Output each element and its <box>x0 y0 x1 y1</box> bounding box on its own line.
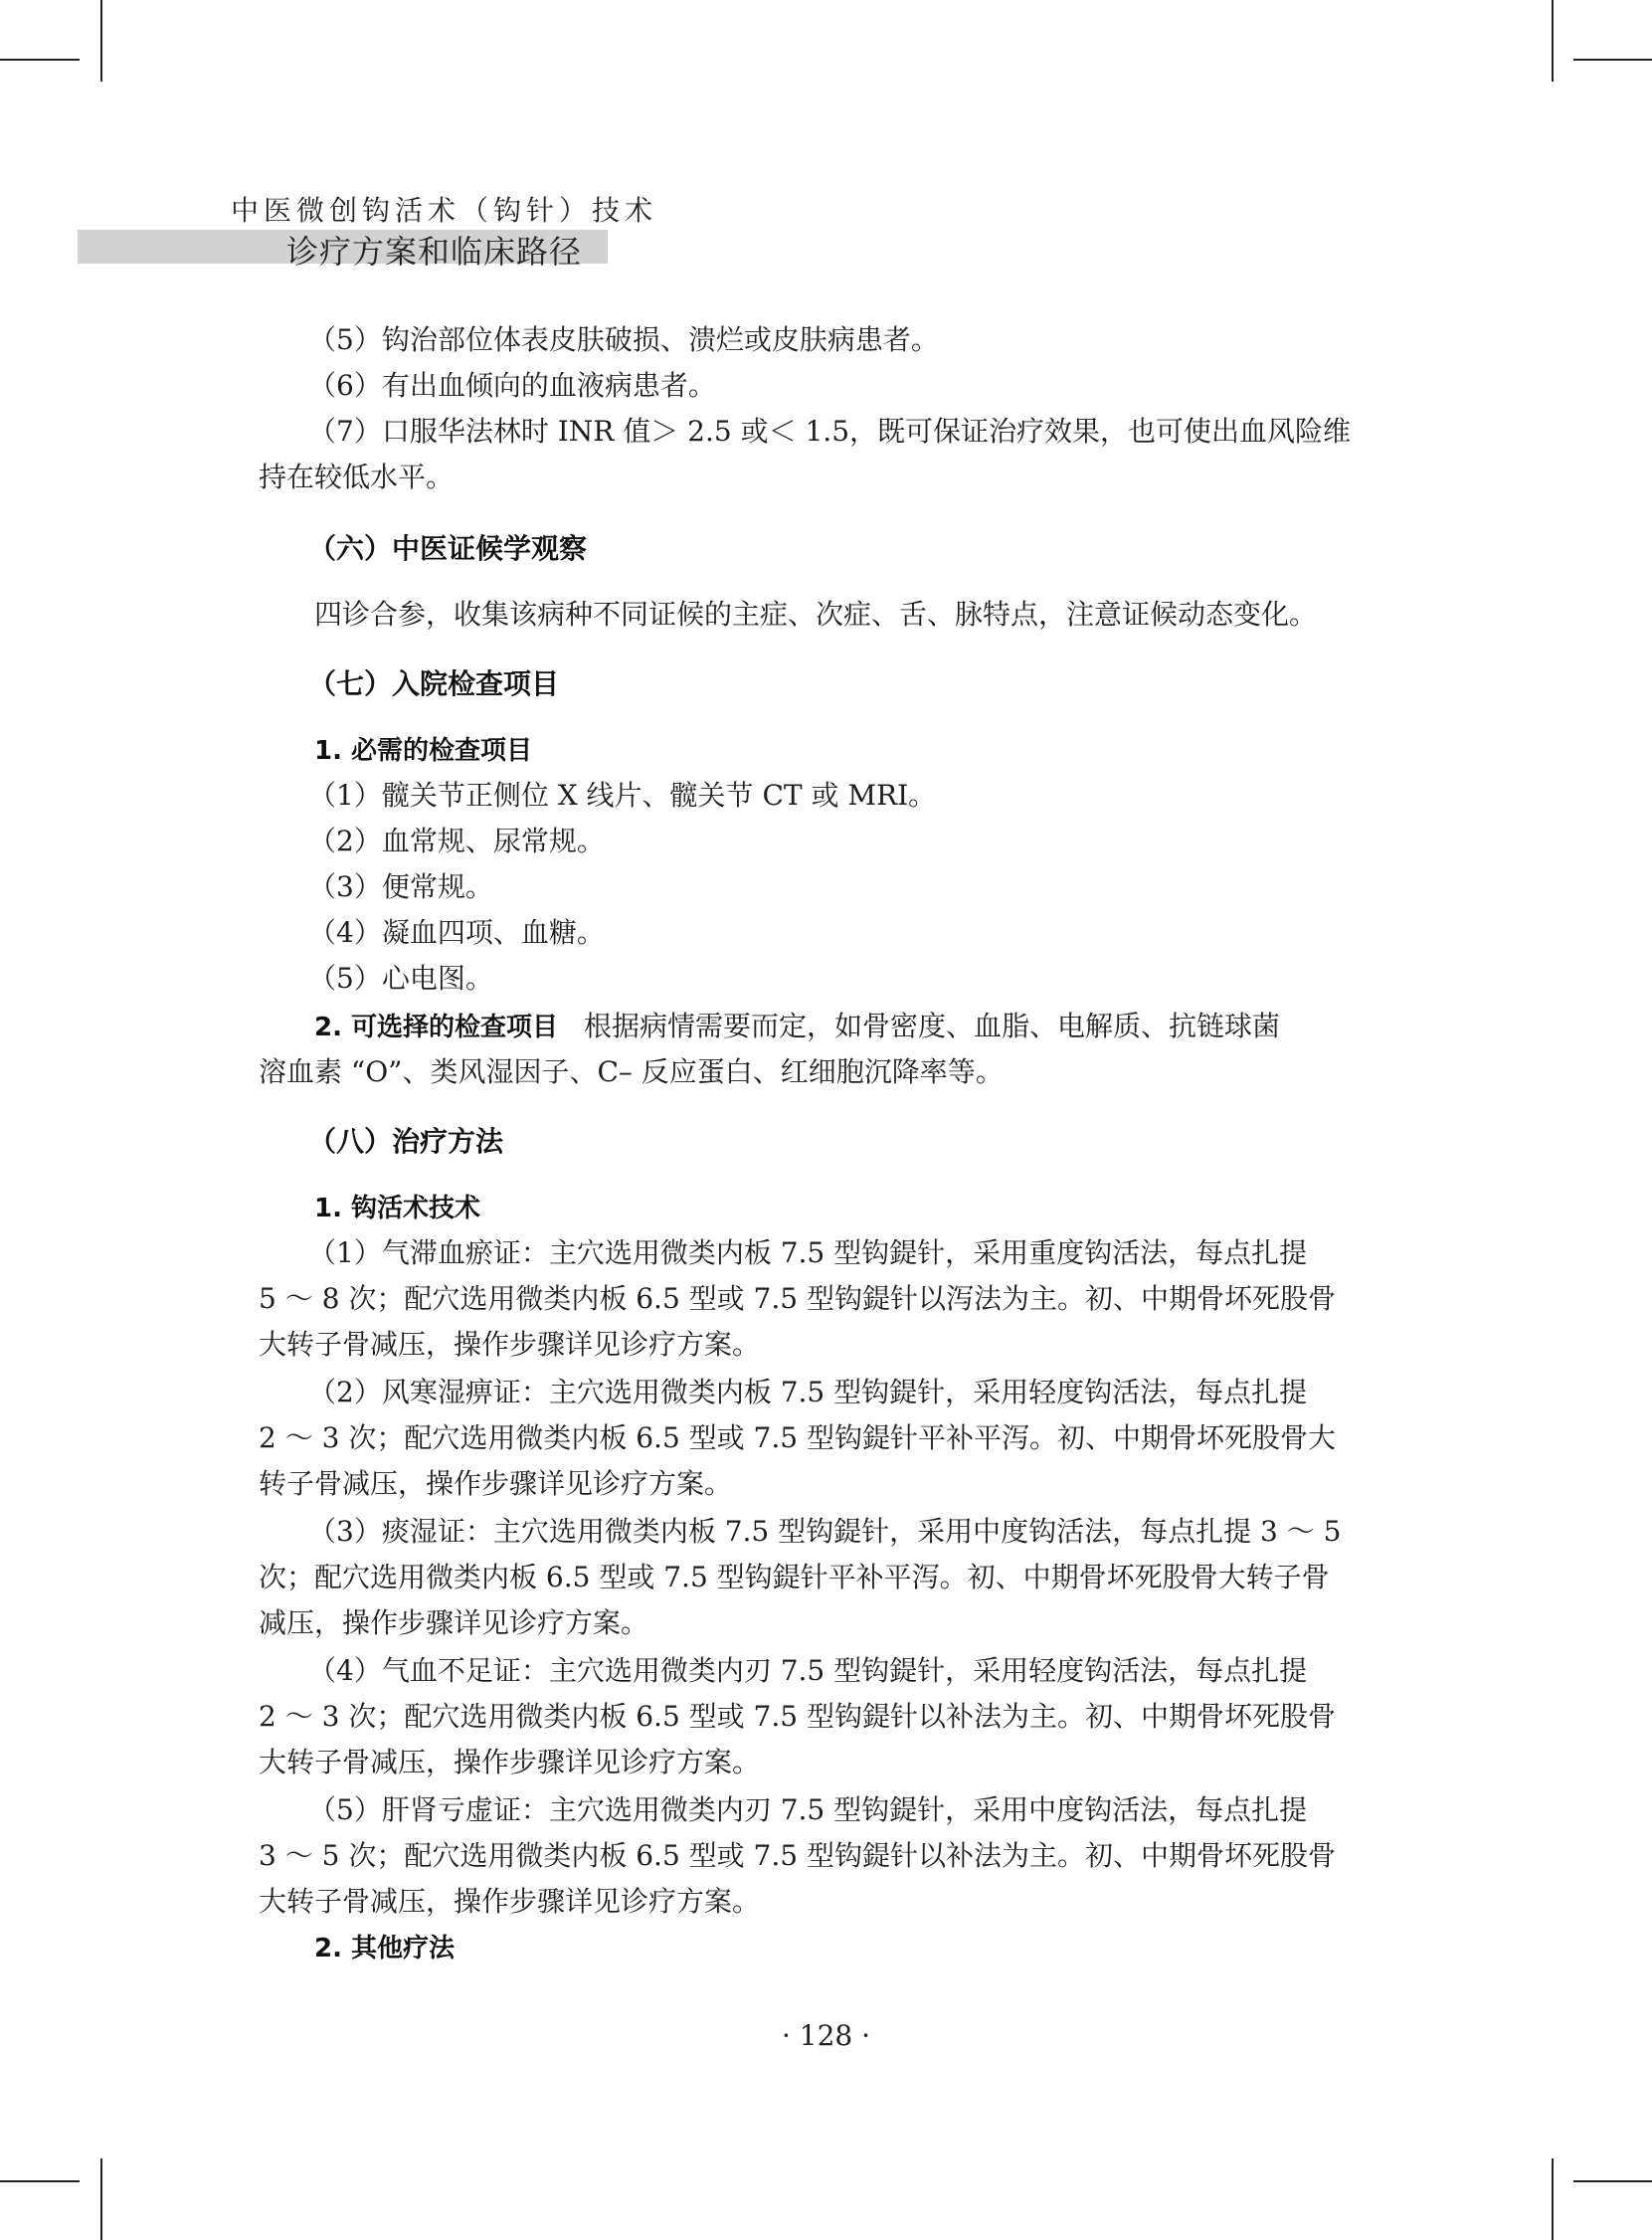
section-heading: （八）治疗方法 <box>308 1125 504 1158</box>
section-heading: （七）入院检查项目 <box>308 667 560 700</box>
text-line: （5）肝肾亏虚证：主穴选用微类内刃 7.5 型钩鍉针，采用中度钩活法，每点扎提 <box>308 1793 1308 1826</box>
text-line: 大转子骨减压，操作步骤详见诊疗方案。 <box>259 1746 761 1778</box>
crop-mark <box>100 2158 102 2240</box>
text-line: 次；配穴选用微类内板 6.5 型或 7.5 型钩鍉针平补平泻。初、中期骨坏死股骨大转子骨 <box>259 1561 1330 1593</box>
paragraph: 四诊合参，收集该病种不同证候的主症、次症、舌、脉特点，注意证候动态变化。 <box>314 598 1318 631</box>
text-line: （7）口服华法林时 INR 值＞ 2.5 或＜ 1.5，既可保证治疗效果，也可使出血风险维 <box>308 415 1352 448</box>
text-line: （3）痰湿证：主穴选用微类内板 7.5 型钩鍉针，采用中度钩活法，每点扎提 3 ～ 5 <box>308 1515 1342 1548</box>
list-item: （5）心电图。 <box>308 962 493 995</box>
page-number: · 128 · <box>781 2019 871 2052</box>
crop-mark <box>100 0 102 82</box>
list-item: （4）凝血四项、血糖。 <box>308 916 605 949</box>
crop-mark <box>1552 2158 1554 2240</box>
book-subtitle: 诊疗方案和临床路径 <box>286 233 583 271</box>
subsection-heading: 2. 可选择的检查项目 <box>314 1013 559 1042</box>
text-line: 2 ～ 3 次；配穴选用微类内板 6.5 型或 7.5 型钩鍉针以补法为主。初、中期骨坏死股骨 <box>259 1700 1336 1733</box>
text-line: （6）有出血倾向的血液病患者。 <box>308 369 716 402</box>
text-line: 3 ～ 5 次；配穴选用微类内板 6.5 型或 7.5 型钩鍉针以补法为主。初、中期骨坏死股骨 <box>259 1839 1336 1872</box>
text-line: 持在较低水平。 <box>259 461 455 493</box>
text-line: 大转子骨减压，操作步骤详见诊疗方案。 <box>259 1885 761 1918</box>
crop-mark <box>0 2180 80 2182</box>
subsection-heading: 2. 其他疗法 <box>314 1934 456 1963</box>
text-line <box>314 1005 1280 1044</box>
list-item: （1）髋关节正侧位 X 线片、髋关节 CT 或 MRI。 <box>308 779 937 812</box>
subsection-heading: 1. 钩活术技术 <box>314 1194 481 1223</box>
crop-mark <box>1573 59 1652 61</box>
list-item: （2）血常规、尿常规。 <box>308 825 605 857</box>
text-line: 2 ～ 3 次；配穴选用微类内板 6.5 型或 7.5 型钩鍉针平补平泻。初、中期骨坏死股骨大 <box>259 1421 1336 1454</box>
subsection-heading: 1. 必需的检查项目 <box>314 736 533 766</box>
text-line: （5）钩治部位体表皮肤破损、溃烂或皮肤病患者。 <box>308 323 939 356</box>
crop-mark <box>1552 0 1554 82</box>
inline-text: 根据病情需要而定，如骨密度、血脂、电解质、抗链球菌 <box>584 1010 1281 1042</box>
book-title: 中医微创钩活术（钩针）技术 <box>231 194 658 227</box>
list-item: （3）便常规。 <box>308 870 493 903</box>
text-line: 转子骨减压，操作步骤详见诊疗方案。 <box>259 1467 733 1500</box>
text-line: 大转子骨减压，操作步骤详见诊疗方案。 <box>259 1328 761 1361</box>
text-line: （1）气滞血瘀证：主穴选用微类内板 7.5 型钩鍉针，采用重度钩活法，每点扎提 <box>308 1236 1308 1269</box>
text-line: （4）气血不足证：主穴选用微类内刃 7.5 型钩鍉针，采用轻度钩活法，每点扎提 <box>308 1654 1308 1687</box>
section-heading: （六）中医证候学观察 <box>308 532 588 565</box>
text-line: 5 ～ 8 次；配穴选用微类内板 6.5 型或 7.5 型钩鍉针以泻法为主。初、中期骨坏死股骨 <box>259 1282 1336 1315</box>
text-line: 溶血素 “O”、类风湿因子、C– 反应蛋白、红细胞沉降率等。 <box>259 1055 1004 1088</box>
text-line: （2）风寒湿痹证：主穴选用微类内板 7.5 型钩鍉针，采用轻度钩活法，每点扎提 <box>308 1376 1308 1408</box>
crop-mark <box>0 59 80 61</box>
crop-mark <box>1573 2180 1652 2182</box>
text-line: 减压，操作步骤详见诊疗方案。 <box>259 1606 649 1639</box>
